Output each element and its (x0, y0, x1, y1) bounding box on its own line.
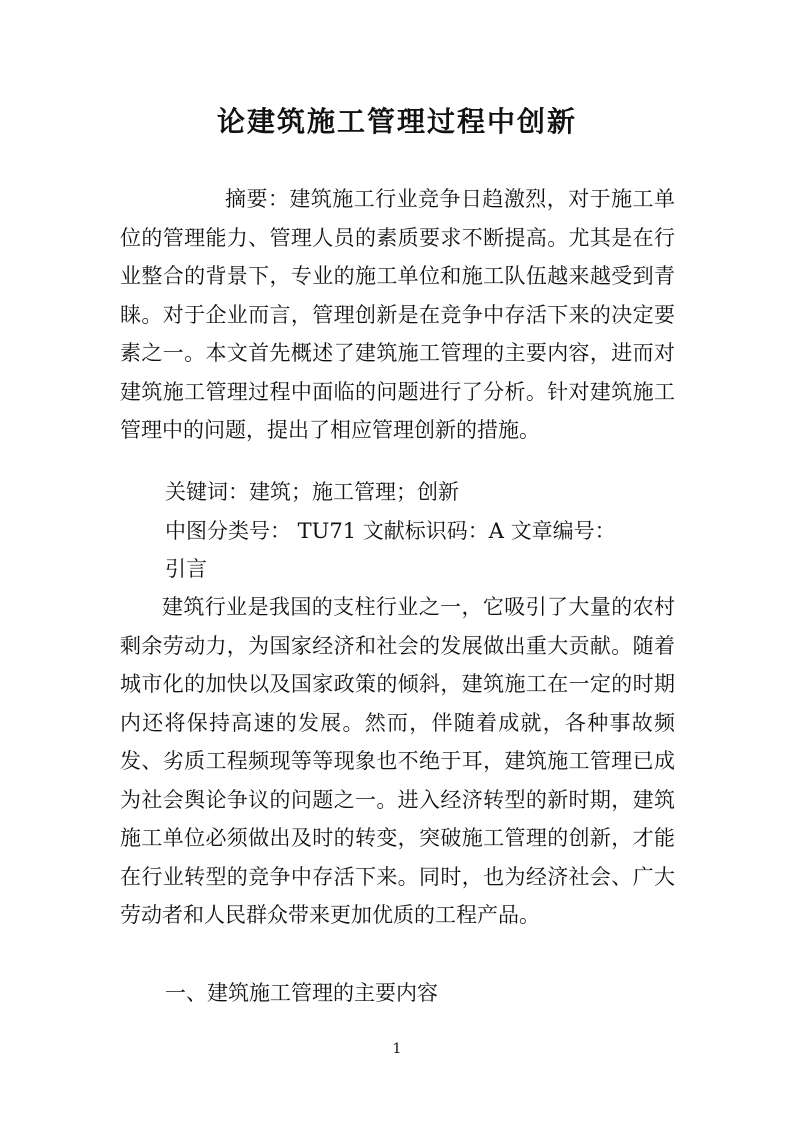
intro-paragraph: 建筑行业是我国的支柱行业之一，它吸引了大量的农村剩余劳动力，为国家经济和社会的发展做出重大贡献。随着城市化的加快以及国家政策的倾斜，建筑施工在一定的时期内还将保持高速的发展。然而，伴随着成就，各种事故频发、劣质工程频现等等现象也不绝于耳，建筑施工管理已成为社会舆论争议的问题之一。进入经济转型的新时期，建筑施工单位必须做出及时的转变，突破施工管理的创新，才能在行业转型的竞争中存活下来。同时，也为经济社会、广大劳动者和人民群众带来更加优质的工程产品。 (120, 595, 675, 927)
document-title: 论建筑施工管理过程中创新 (216, 105, 577, 138)
classification-line: 中图分类号： TU71 文献标识码：A 文章编号： (165, 519, 616, 543)
abstract-paragraph: 摘要：建筑施工行业竞争日趋激烈，对于施工单位的管理能力、管理人员的素质要求不断提高。尤其是在行业整合的背景下，专业的施工单位和施工队伍越来越受到青睐。对于企业而言，管理创新是在竞争中存活下来的决定要素之一。本文首先概述了建筑施工管理的主要内容，进而对建筑施工管理过程中面临的问题进行了分析。针对建筑施工管理中的问题，提出了相应管理创新的措施。 (120, 187, 675, 442)
section-heading: 一、建筑施工管理的主要内容 (165, 981, 438, 1005)
page-number: 1 (392, 1041, 402, 1057)
intro-heading: 引言 (165, 557, 207, 581)
keywords-line: 关键词：建筑；施工管理；创新 (165, 480, 459, 504)
